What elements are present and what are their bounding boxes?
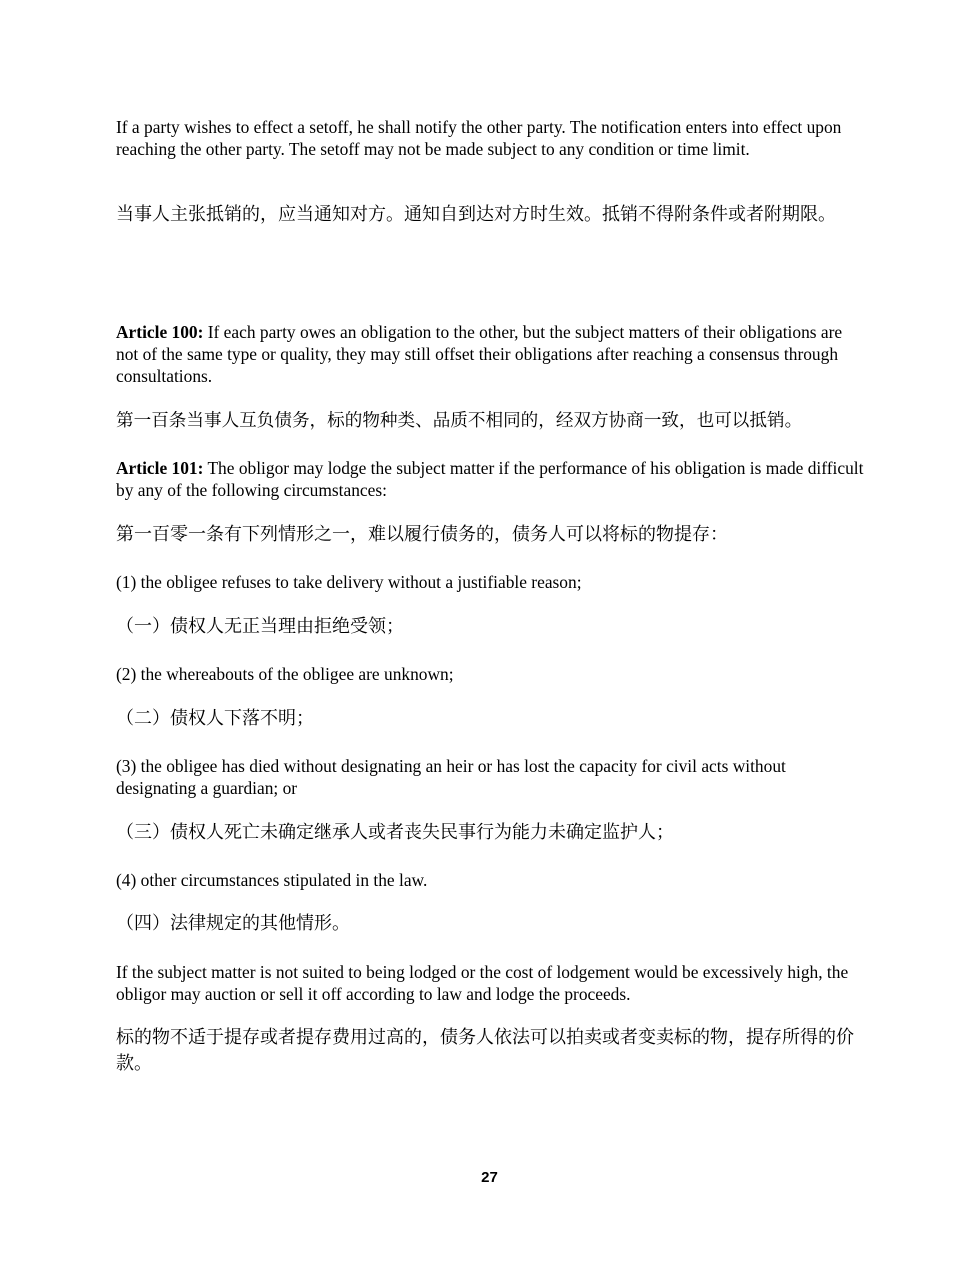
item-3-paragraph-en: (3) the obligee has died without designating an heir or has lost the capacity for civil acts without designating a guardian; or (116, 756, 786, 798)
article-101-paragraph-zh: 第一百零一条有下列情形之一，难以履行债务的，债务人可以将标的物提存： (116, 524, 728, 545)
setoff-notice-paragraph-en: If a party wishes to effect a setoff, he shall notify the other party. The notification enters into effect upon reaching the other party. The setoff may not be made subject to any condition or time limit. (116, 117, 842, 159)
article-101-text-en: The obligor may lodge the subject matter if the performance of his obligation is made difficult by any of the following circumstances: (116, 458, 864, 500)
item-4-paragraph-zh: （四）法律规定的其他情形。 (116, 913, 350, 934)
item-1-paragraph-en: (1) the obligee refuses to take delivery without a justifiable reason; (116, 572, 582, 592)
item-1-paragraph-zh: （一）债权人无正当理由拒绝受领； (116, 616, 404, 637)
item-3-paragraph-zh: （三）债权人死亡未确定继承人或者丧失民事行为能力未确定监护人； (116, 822, 674, 843)
article-101-paragraph-en (116, 457, 868, 501)
article-100-paragraph-en (116, 321, 868, 387)
item-2-paragraph-en: (2) the whereabouts of the obligee are unknown; (116, 664, 454, 684)
auction-paragraph-zh: 标的物不适于提存或者提存费用过高的，债务人依法可以拍卖或者变卖标的物，提存所得的价款。 (116, 1027, 854, 1074)
article-100-paragraph-zh: 第一百条当事人互负债务，标的物种类、品质不相同的，经双方协商一致，也可以抵销。 (116, 411, 803, 431)
item-2-paragraph-zh: （二）债权人下落不明； (116, 708, 314, 729)
article-101-label: Article 101: (116, 458, 204, 478)
article-100-label: Article 100: (116, 322, 204, 342)
setoff-notice-paragraph-zh: 当事人主张抵销的，应当通知对方。通知自到达对方时生效。抵销不得附条件或者附期限。 (116, 204, 836, 225)
item-4-paragraph-en: (4) other circumstances stipulated in the law. (116, 870, 428, 890)
article-100-text-en: If each party owes an obligation to the other, but the subject matters of their obligations are not of the same type or quality, they may still offset their obligations after reaching a consensus through consultations. (116, 322, 843, 386)
auction-paragraph-en: If the subject matter is not suited to being lodged or the cost of lodgement would be excessively high, the obligor may auction or sell it off according to law and lodge the proceeds. (116, 962, 849, 1004)
page-number: 27 (481, 1169, 498, 1186)
